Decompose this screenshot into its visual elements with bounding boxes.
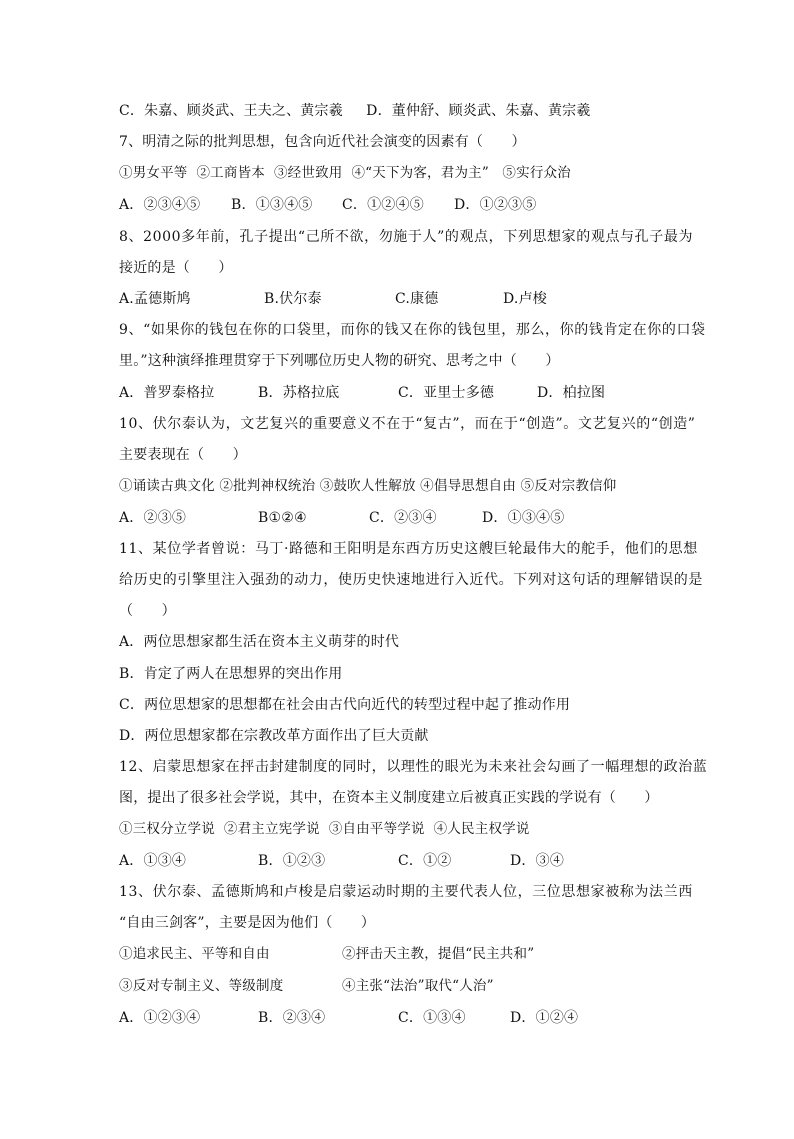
q7-stem: 7、明清之际的批判思想，包含向近代社会演变的因素有（ ） [119, 134, 526, 150]
q9-stem-cont: 里。”这种演绎推理贯穿于下列哪位历史人物的研究、思考之中（ ） [119, 353, 560, 369]
q11-stem-cont: 给历史的引擎里注入强劲的动力，使历史快速地进行入近代。下列对这句话的理解错误的是 [119, 572, 703, 588]
q10-stem: 10、伏尔泰认为，文艺复兴的重要意义不在于“复古”，而在于“创造”。文艺复兴的“创造” [119, 416, 696, 432]
q12-option-b: B．①②③ [258, 853, 326, 869]
q7-option-d: D．①②③⑤ [454, 197, 537, 213]
q7-option-b: B．①③④⑤ [231, 197, 313, 213]
q12-stem: 12、启蒙思想家在抨击封建制度的同时，以理性的眼光为未来社会勾画了一幅理想的政治蓝 [119, 759, 708, 775]
q12-stem-cont: 图，提出了很多社会学说，其中，在资本主义制度建立后被真正实践的学说有（ ） [119, 790, 659, 806]
q11-option-d: D．两位思想家都在宗教改革方面作出了巨大贡献 [119, 728, 429, 744]
q13-items-row1 [119, 943, 535, 965]
q13-item-2: ②抨击天主教，提倡“民主共和” [342, 946, 535, 962]
q8-stem: 8、2000多年前，孔子提出“己所不欲，勿施于人”的观点，下列思想家的观点与孔子最为 [119, 229, 694, 245]
q12-options [119, 850, 565, 872]
q13-options [119, 1007, 579, 1029]
q13-option-d: D．①②④ [510, 1010, 579, 1026]
q9-option-c: C．亚里士多德 [398, 385, 495, 401]
q7-options [119, 194, 537, 216]
q13-option-a: A．①②③④ [119, 1010, 201, 1026]
q13-option-c: C．①③④ [398, 1010, 466, 1026]
q9-stem: 9、“如果你的钱包在你的口袋里，而你的钱又在你的钱包里，那么，你的钱肯定在你的口袋 [119, 322, 706, 338]
q10-stem-cont: 主要表现在（ ） [119, 447, 247, 463]
q10-option-c: C．②③④ [369, 510, 437, 526]
q8-options [119, 288, 547, 310]
q13-item-4: ④主张“法治”取代“人治” [342, 978, 494, 994]
q13-option-b: B．②③④ [258, 1010, 326, 1026]
q10-option-d: D．①③④⑤ [482, 510, 565, 526]
q13-item-3: ③反对专制主义、等级制度 [119, 978, 284, 994]
q10-options [119, 507, 565, 529]
q7-items: ①男女平等 ②工商皆本 ③经世致用 ④“天下为客，君为主” ⑤实行众治 [119, 165, 571, 181]
q10-option-a: A．②③⑤ [119, 510, 187, 526]
q8-option-d: D.卢梭 [503, 291, 547, 307]
q11-stem-paren: （ ） [119, 603, 176, 619]
q12-option-a: A．①③④ [119, 853, 187, 869]
q7-option-c: C．①②④⑤ [342, 197, 424, 213]
q8-option-c: C.康德 [395, 291, 439, 307]
q11-option-b: B．肯定了两人在思想界的突出作用 [119, 666, 343, 682]
q11-option-c: C．两位思想家的思想都在社会由古代向近代的转型过程中起了推动作用 [119, 697, 571, 713]
q11-option-a: A．两位思想家都生活在资本主义萌芽的时代 [119, 634, 400, 650]
q6-options-cd: C．朱嘉、顾炎武、王夫之、黄宗羲 D．董仲舒、顾炎武、朱嘉、黄宗羲 [119, 103, 591, 119]
q9-option-d: D．柏拉图 [537, 385, 606, 401]
q13-items-row2 [119, 975, 494, 997]
q10-items: ①诵读古典文化 ②批判神权统治 ③鼓吹人性解放 ④倡导思想自由 ⑤反对宗教信仰 [119, 478, 617, 494]
q9-option-b: B．苏格拉底 [258, 385, 340, 401]
q8-option-b: B.伏尔泰 [264, 291, 322, 307]
q12-option-c: C．①② [398, 853, 452, 869]
q13-stem: 13、伏尔泰、孟德斯鸠和卢梭是启蒙运动时期的主要代表人位，三位思想家被称为法兰西 [119, 884, 693, 900]
q12-option-d: D．③④ [510, 853, 565, 869]
q13-item-1: ①追求民主、平等和自由 [119, 946, 270, 962]
q9-option-a: A．普罗泰格拉 [119, 385, 215, 401]
q10-option-b: B①②④ [258, 510, 307, 526]
q8-stem-cont: 接近的是（ ） [119, 260, 233, 276]
q13-stem-cont: “自由三剑客”，主要是因为他们（ ） [119, 915, 376, 931]
q11-stem: 11、某位学者曾说：马丁·路德和王阳明是东西方历史这艘巨轮最伟大的舵手，他们的思想 [119, 541, 698, 557]
q8-option-a: A.孟德斯鸠 [119, 291, 191, 307]
q9-options [119, 382, 606, 404]
q7-option-a: A．②③④⑤ [119, 197, 201, 213]
q12-items: ①三权分立学说 ②君主立宪学说 ③自由平等学说 ④人民主权学说 [119, 821, 530, 837]
